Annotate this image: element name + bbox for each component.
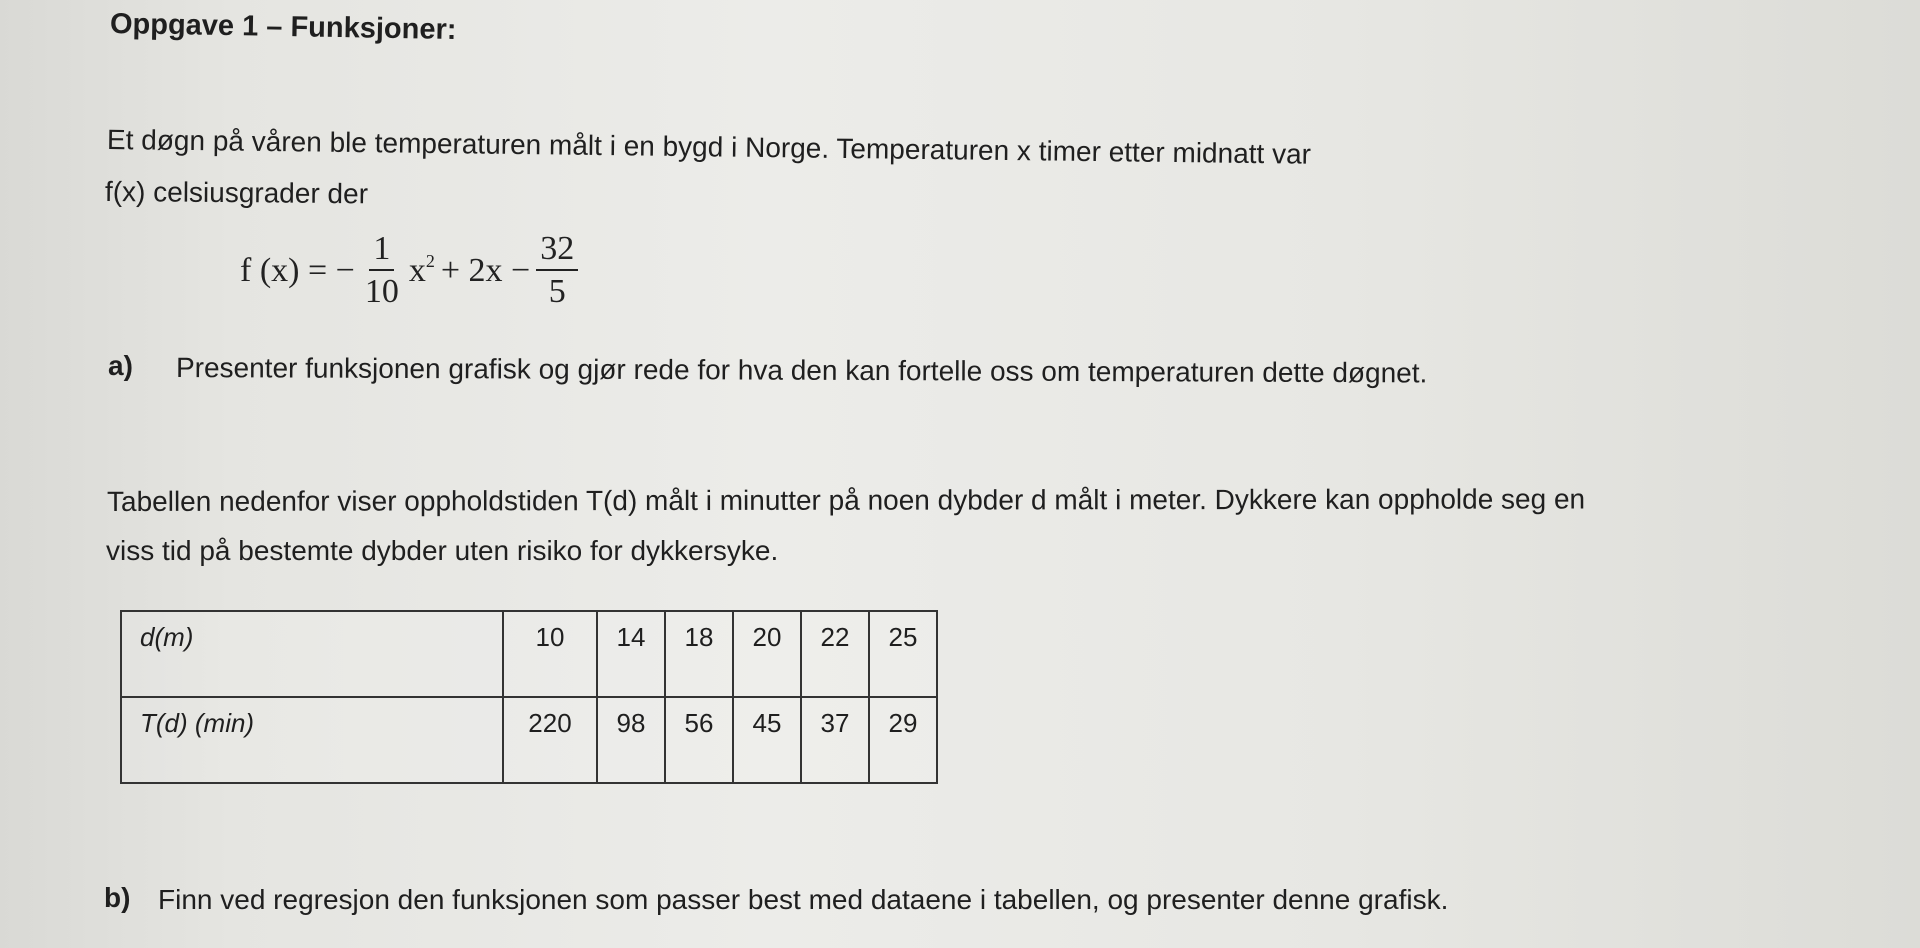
formula-fraction-2 [536, 232, 578, 309]
depth-value: 14 [597, 611, 665, 697]
formula-middle: + 2x − [440, 251, 531, 289]
depth-time-table [120, 610, 938, 784]
task-b-text: Finn ved regresjon den funksjonen som passer best med dataene i tabellen, og presenter denne grafisk. [158, 884, 1449, 915]
table-intro-line-2: viss tid på bestemte dybder uten risiko for dykkersyke. [106, 535, 779, 566]
table-intro-line-1: Tabellen nedenfor viser oppholdstiden T(d) målt i minutter på noen dybder d målt i meter. Dykkere kan oppholde seg en [106, 483, 1586, 517]
time-value: 37 [801, 697, 869, 783]
formula-lhs: f (x) = − [240, 251, 355, 289]
depth-value: 10 [503, 611, 597, 697]
depth-value: 18 [665, 611, 733, 697]
fraction-1-numerator: 1 [369, 232, 394, 271]
intro-line-2: f(x) celsiusgrader der [104, 176, 369, 210]
formula-variable: x [408, 252, 426, 289]
function-formula [240, 232, 578, 309]
task-b-label: b) [104, 882, 131, 913]
task-a-label: a) [108, 350, 133, 381]
formula-fraction-1 [361, 232, 403, 309]
time-value: 45 [733, 697, 801, 783]
table-row-label-time: T(d) (min) [121, 697, 503, 783]
table-row-depth [121, 611, 937, 697]
formula-power-term [409, 251, 435, 290]
depth-value: 25 [869, 611, 937, 697]
fraction-1-denominator: 10 [364, 273, 399, 310]
table-row-time [121, 697, 937, 783]
time-value: 56 [665, 697, 733, 783]
time-value: 220 [503, 697, 597, 783]
time-value: 98 [597, 697, 665, 783]
table-row-label-depth: d(m) [121, 611, 503, 697]
formula-exponent: 2 [425, 251, 435, 271]
fraction-2-numerator: 32 [536, 232, 578, 271]
fraction-2-denominator: 5 [548, 273, 566, 310]
depth-value: 20 [733, 611, 801, 697]
intro-line-1: Et døgn på våren ble temperaturen målt i en bygd i Norge. Temperaturen x timer etter midnatt var [106, 124, 1312, 170]
page-title: Oppgave 1 – Funksjoner: [109, 8, 457, 47]
time-value: 29 [869, 697, 937, 783]
depth-value: 22 [801, 611, 869, 697]
task-a-text: Presenter funksjonen grafisk og gjør rede for hva den kan fortelle oss om temperaturen dette døgnet. [175, 352, 1428, 389]
